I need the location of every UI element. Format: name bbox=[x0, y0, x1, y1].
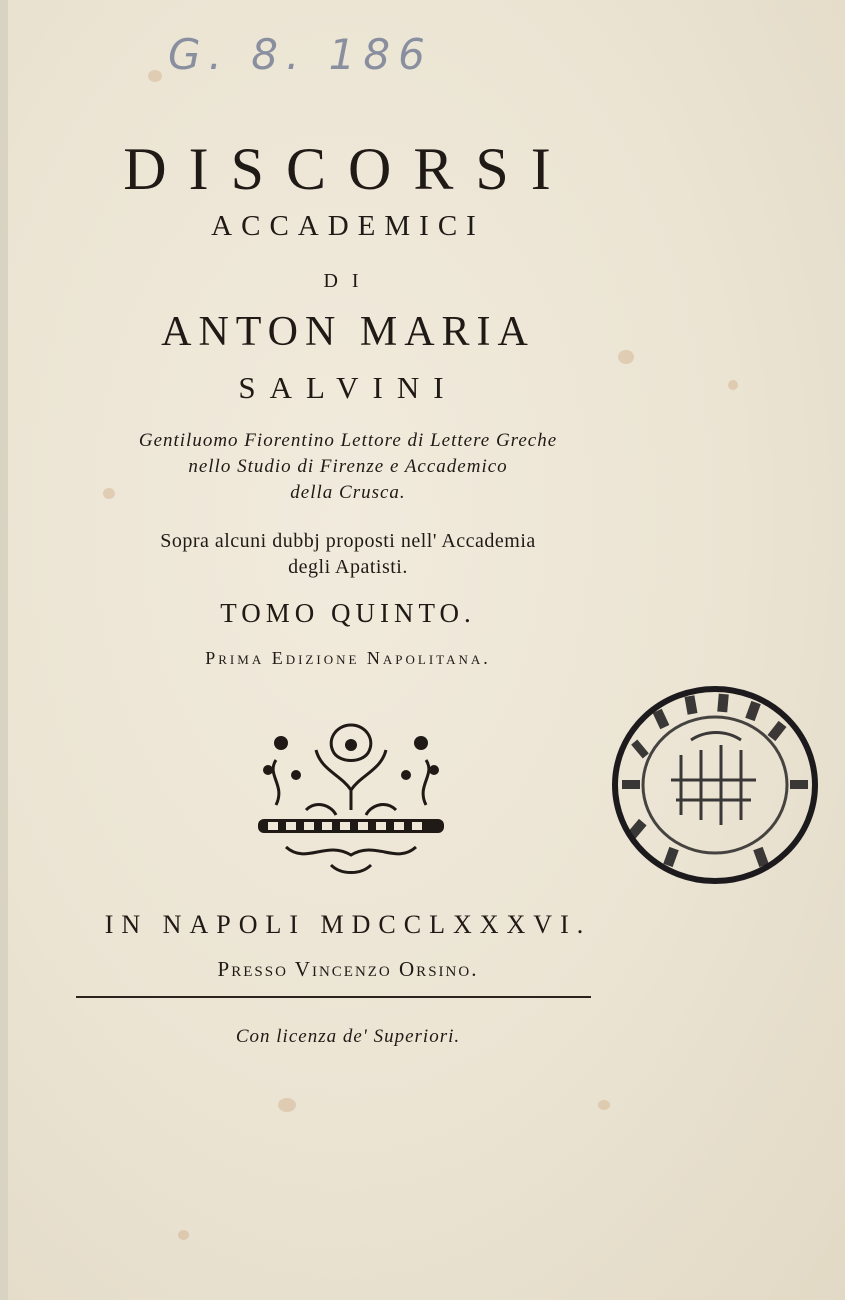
imprint-printer: Presso Vincenzo Orsino. bbox=[217, 957, 479, 981]
foxing-spot bbox=[728, 380, 738, 390]
author-name: ANTON MARIA bbox=[161, 309, 535, 355]
topic-line: Sopra alcuni dubbj proposti nell' Accademia bbox=[160, 530, 536, 552]
foxing-spot bbox=[148, 70, 162, 82]
book-title: DISCORSI bbox=[123, 136, 573, 202]
foxing-spot bbox=[178, 1230, 189, 1240]
shelfmark: G. 8. 186 bbox=[168, 30, 433, 79]
foxing-spot bbox=[598, 1100, 610, 1110]
author-surname: SALVINI bbox=[238, 370, 458, 405]
edition-label: Prima Edizione Napolitana. bbox=[205, 648, 491, 668]
author-description-line: della Crusca. bbox=[290, 482, 406, 503]
printer-fleuron-icon bbox=[246, 715, 456, 880]
title-page bbox=[8, 0, 845, 1300]
library-stamp-icon bbox=[606, 680, 824, 890]
imprint-place-date: IN NAPOLI MDCCLXXXVI. bbox=[104, 910, 592, 939]
divider-rule bbox=[76, 996, 591, 998]
book-subtitle: ACCADEMICI bbox=[211, 210, 485, 242]
topic-line: degli Apatisti. bbox=[288, 556, 408, 578]
foxing-spot bbox=[278, 1098, 296, 1112]
author-description-line: nello Studio di Firenze e Accademico bbox=[188, 456, 508, 477]
volume-label: TOMO QUINTO. bbox=[220, 598, 476, 628]
license-line: Con licenza de' Superiori. bbox=[235, 1026, 461, 1047]
author-preposition: DI bbox=[323, 270, 373, 292]
author-description-line: Gentiluomo Fiorentino Lettore di Lettere Greche bbox=[138, 430, 558, 451]
